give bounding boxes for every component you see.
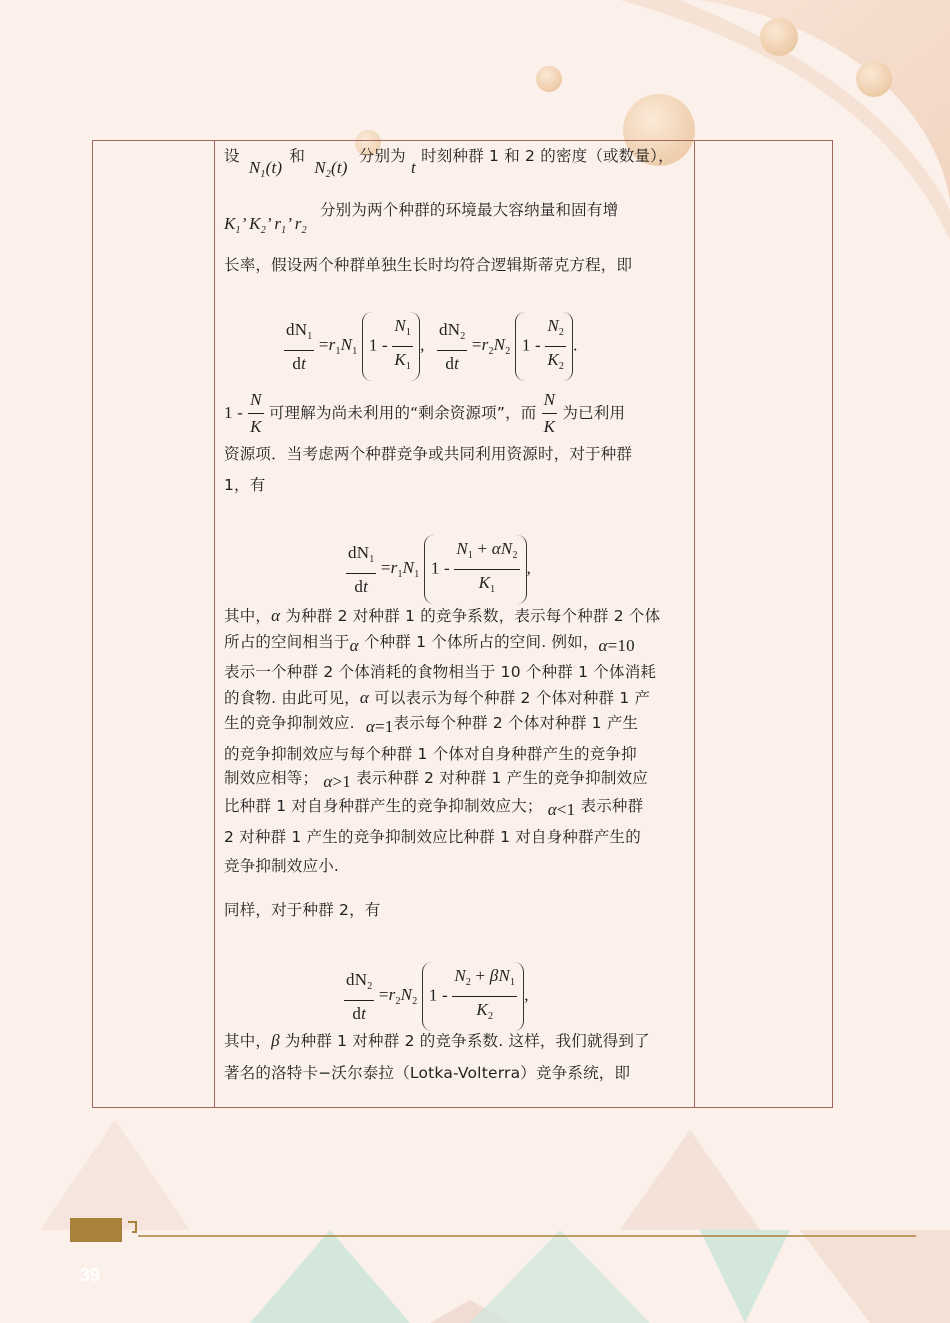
text: 其中，: [224, 1032, 272, 1050]
text: 的食物. 由此可见，: [224, 689, 360, 707]
paragraph: 设 $N_1(t)$ 和 $N_2(t)$ 分别为 t 时刻种群 1 和 2 的密度（或数量），: [224, 147, 674, 180]
paragraph: 制效应相等； α>1 表示种群 2 对种群 1 产生的竞争抑制效应: [224, 769, 648, 791]
text: 资源项．当考虑两个种群竞争或共同利用资源时，对于种群: [224, 445, 633, 463]
text: 同样，对于种群 2，有: [224, 901, 381, 919]
competition-equation-2: $\frac{dN_2}{dt}$ $=r_2N_2$ 1 - $\frac{N_2 + \beta N_1}{K_2}$ ,: [344, 962, 529, 1031]
paragraph: 比种群 1 对自身种群产生的竞争抑制效应大； α<1 表示种群: [224, 797, 644, 819]
text: 为已利用: [562, 404, 626, 422]
paragraph: 生的竞争抑制效应. α=1表示每个种群 2 个体对种群 1 产生: [224, 714, 639, 736]
paragraph: 的食物. 由此可见，α 可以表示为每个种群 2 个体对种群 1 产: [224, 688, 651, 707]
text: 其中，: [224, 607, 272, 625]
text: 表示一个种群 2 个体消耗的食物相当于 10 个种群 1 个体消耗: [224, 663, 657, 681]
paragraph: $K_1$’ $K_2$’ $r_1$’ $r_2$ 分别为两个种群的环境最大容纳量和固有增: [224, 201, 619, 236]
text: 表示种群: [580, 797, 644, 815]
text: 设: [224, 147, 240, 165]
table-column-divider: [214, 141, 215, 1107]
paragraph: [224, 854, 686, 878]
paragraph: 其中，β 为种群 1 对种群 2 的竞争系数. 这样，我们就得到了: [224, 1031, 650, 1050]
paragraph: [224, 660, 686, 684]
text: 所占的空间相当于: [224, 633, 350, 651]
text: 为种群 2 对种群 1 的竞争系数，表示每个种群 2 个体: [285, 607, 661, 625]
text: 可以表示为每个种群 2 个体对种群 1 产: [374, 689, 651, 707]
text: 分别为: [358, 147, 406, 165]
text: 分别为两个种群的环境最大容纳量和固有增: [319, 201, 619, 219]
paragraph: [224, 825, 686, 849]
text: 表示每个种群 2 个体对种群 1 产生: [393, 714, 639, 732]
text: 为种群 1 对种群 2 的竞争系数. 这样，我们就得到了: [284, 1032, 650, 1050]
text: 和: [289, 147, 306, 165]
paragraph: [224, 253, 686, 277]
page-number: 39: [80, 1265, 101, 1285]
text: 比种群 1 对自身种群产生的竞争抑制效应大；: [224, 797, 543, 815]
table-column-divider: [694, 141, 695, 1107]
paragraph: [224, 898, 686, 922]
paragraph: 1 - $\frac{N}{K}$ 可理解为尚未利用的“剩余资源项”，而 $\frac{N}{K}$ 为已利用: [224, 390, 626, 436]
text: 时刻种群 1 和 2 的密度（或数量），: [421, 147, 674, 165]
paragraph: 所占的空间相当于α 个种群 1 个体所占的空间. 例如，α=10: [224, 633, 635, 655]
text: 著名的洛特卡−沃尔泰拉（Lotka-Volterra）竞争系统，即: [224, 1064, 631, 1082]
text: 可理解为尚未利用的“剩余资源项”，而: [268, 404, 537, 422]
text: 个种群 1 个体所占的空间. 例如，: [363, 633, 599, 651]
text: 生的竞争抑制效应.: [224, 714, 355, 732]
text: 2 对种群 1 产生的竞争抑制效应比种群 1 对自身种群产生的: [224, 828, 641, 846]
text: 竞争抑制效应小.: [224, 857, 340, 875]
paragraph: [224, 1061, 686, 1085]
text: 制效应相等；: [224, 769, 319, 787]
paragraph: 其中，α 为种群 2 对种群 1 的竞争系数，表示每个种群 2 个体: [224, 606, 661, 625]
paragraph: [224, 442, 686, 466]
competition-equation-1: $\frac{dN_1}{dt}$ $=r_1N_1$ 1 - $\frac{N_1 + \alpha N_2}{K_1}$ ,: [346, 535, 531, 604]
text: 长率，假设两个种群单独生长时均符合逻辑斯蒂克方程，即: [224, 256, 633, 274]
paragraph: [224, 473, 686, 497]
text: 1，有: [224, 476, 266, 494]
paragraph: [224, 742, 686, 766]
text: 表示种群 2 对种群 1 产生的竞争抑制效应: [356, 769, 648, 787]
logistic-equations: $\frac{dN_1}{dt}$ $=r_1N_1$ 1 - $\frac{N_1}{K_1}$ , $\frac{dN_2}{dt}$ $=r_2N_2$ 1 - $\frac{N_2}{K_2}$ .: [284, 312, 578, 381]
text: 的竞争抑制效应与每个种群 1 个体对自身种群产生的竞争抑: [224, 745, 637, 763]
